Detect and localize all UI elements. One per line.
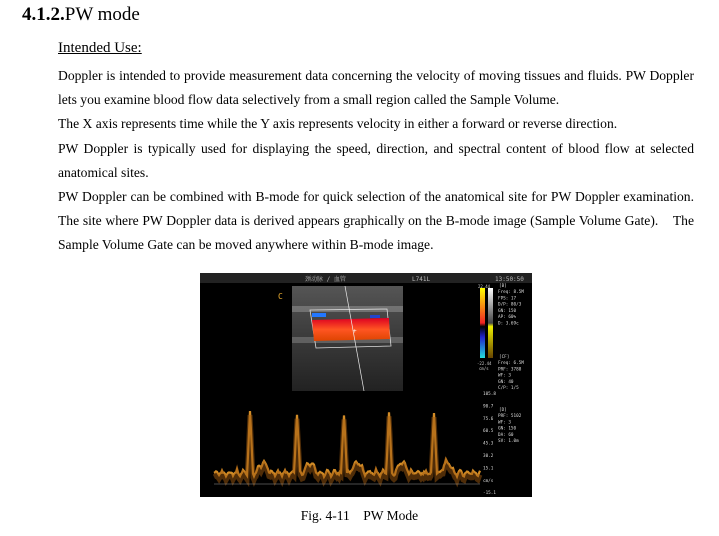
paragraph: Doppler is intended to provide measurement data concerning the velocity of moving tissues and fluids. PW Doppler lets you examine blood flow data selectively from a small region called the Sample Volume. [58,68,694,108]
b_params-row: GN: 150 [498,308,517,314]
b_params-row: D: 3.69c [498,321,519,327]
body-text [58,64,694,258]
b_params-row: Freq: 8.5M [498,290,524,295]
gray-scale-bar [488,288,493,358]
color-flow [312,318,390,341]
b_params-header: [B] [499,284,507,289]
velocity-tick-label: cm/s [483,478,494,484]
section-heading [22,4,140,26]
pw_params-row: PRF: 5102 [498,414,522,419]
section-number: 4.1.2. [22,4,65,25]
cf_params-row: WF: 3 [498,373,511,379]
paragraph: PW Doppler is typically used for displaying the speed, direction, and spectral content of blood flow at selected anatomical sites. [58,140,694,180]
velocity-tick-label: 30.2 [483,454,494,459]
top-bar [200,273,532,283]
b_params-row: D/P: 80/3 [498,302,522,308]
pw_params-header: [D] [499,408,507,413]
velocity-tick-label: 90.7 [483,404,494,410]
mode-letter: C [278,292,283,301]
cf_params-row: PRF: 3788 [498,367,522,373]
time-label: 13:50:50 [495,276,524,283]
probe-label: L741L [412,276,431,283]
ultrasound-image [200,273,532,497]
b_params-row: AP: 60% [498,315,517,321]
pw_params-row: GN: 150 [498,426,517,432]
pw_params-row: DA: 60 [498,432,514,438]
subheading: Intended Use: [58,40,142,56]
velocity-tick-label: 45.3 [483,441,494,447]
exam-label: 颈动脉 / 血管 [305,276,346,283]
cf_params-row: C/P: 1/5 [498,386,519,392]
velocity-tick-label: 60.5 [483,429,494,435]
velocity-tick-label: 105.8 [483,392,496,397]
color-scale-bottom: -22.44 [477,361,492,366]
velocity-tick-label: 15.1 [483,466,494,472]
sample-volume-gate: + [353,328,357,335]
figure-caption: Fig. 4-11 PW Mode [300,508,419,523]
paragraph: PW Doppler can be combined with B-mode for quick selection of the anatomical site for PW Doppler examination. The site where PW Doppler data is derived appears graphically on the B-mode image (Sample Volume Gate). The Sample Volume Gate can be moved anywhere within B-mode image. [58,189,694,253]
velocity-tick-label: -15.1 [483,491,496,497]
color-scale-top: 22.44 [478,284,491,289]
cf_params-row: Freq: 6.5M [498,361,524,366]
color-scale-bar [480,288,485,358]
velocity-tick-label: 75.6 [483,416,494,422]
paragraph: The X axis represents time while the Y axis represents velocity in either a forward or reverse direction. [58,116,618,132]
color-scale-unit: cm/s [479,366,489,371]
cf_params-header: [CF] [499,355,510,360]
pw_params-row: WF: 3 [498,420,511,426]
section-title: PW mode [64,4,140,25]
pw_params-row: SV: 1.0m [498,439,519,445]
b_params-row: FPS: 17 [498,296,517,302]
cf_params-row: GN: 40 [498,379,514,385]
